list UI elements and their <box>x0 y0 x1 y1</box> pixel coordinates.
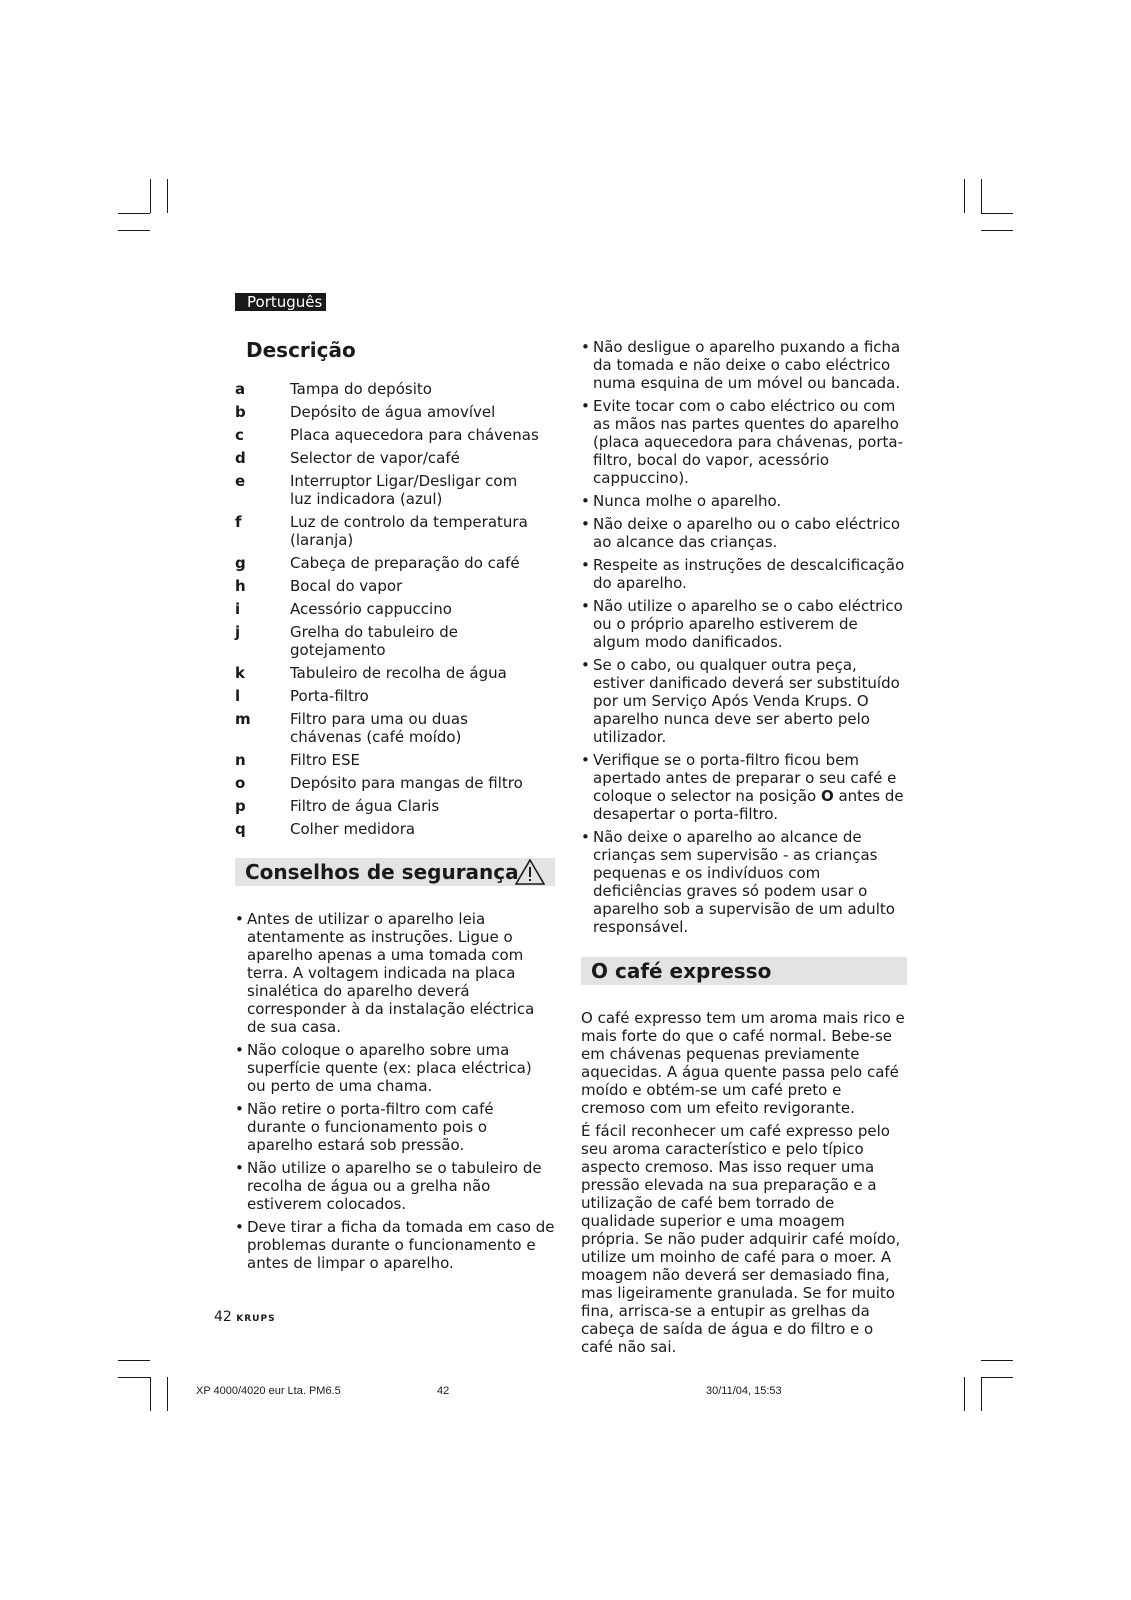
safety-bullet: • Antes de utilizar o aparelho leia atentamente as instruções. Ligue o aparelho apenas a uma tomada com terra. A voltagem indicada na placa sinalética do aparelho deverá corresponder à da instalação eléctrica de sua casa. <box>235 910 555 1036</box>
legend-item <box>235 426 555 444</box>
legend-item <box>235 472 555 508</box>
legend-key: g <box>235 554 246 572</box>
legend-key: b <box>235 403 246 421</box>
crop-mark <box>964 1377 965 1411</box>
espresso-paragraph: O café expresso tem um aroma mais rico e mais forte do que o café normal. Bebe-se em chávenas pequenas previamente aquecidas. A água quente passa pelo café moído e obtém-se um café preto e cremoso com um efeito revigorante. <box>581 1009 905 1117</box>
legend-item <box>235 380 555 398</box>
safety-bullet: • Não utilize o aparelho se o tabuleiro de recolha de água ou a grelha não estiverem colocados. <box>235 1159 555 1213</box>
safety-list <box>235 910 555 1272</box>
legend-text: Cabeça de preparação do café <box>290 554 520 572</box>
crop-mark <box>150 1377 151 1411</box>
legend-item <box>235 774 555 792</box>
espresso-paragraph: É fácil reconhecer um café expresso pelo seu aroma característico e pelo típico aspecto cremoso. Mas isso requer uma pressão elevada na sua preparação e a utilização de café bem torrado de qualidade superior e uma moagem própria. Se não puder adquirir café moído, utilize um moinho de café para o moer. A moagem não deverá ser demasiado fina, mas ligeiramente granulada. Se for muito fina, arrisca-se a entupir as grelhas da cabeça de saída de água e do filtro e o café não sai. <box>581 1122 901 1356</box>
language-tab: Português <box>235 293 326 311</box>
description-title: Descrição <box>246 338 356 362</box>
espresso-text <box>581 1009 907 1356</box>
legend-item <box>235 751 555 769</box>
legend-item <box>235 577 555 595</box>
page-footer <box>214 1309 276 1325</box>
crop-mark <box>150 179 151 213</box>
safety-bullet: • Se o cabo, ou qualquer outra peça, estiver danificado deverá ser substituído por um Serviço Após Venda Krups. O aparelho nunca deve ser aberto pelo utilizador. <box>581 656 907 746</box>
legend-item <box>235 600 555 618</box>
legend-text: Bocal do vapor <box>290 577 403 595</box>
legend-item <box>235 623 555 659</box>
legend-key: e <box>235 472 246 490</box>
crop-mark <box>981 179 982 213</box>
safety-list-continued <box>581 338 907 936</box>
legend-text: Tampa do depósito <box>290 380 432 398</box>
legend-item <box>235 664 555 682</box>
slug-file: XP 4000/4020 eur Lta. PM6.5 <box>196 1385 341 1397</box>
legend-text: Placa aquecedora para chávenas <box>290 426 539 444</box>
legend-item <box>235 797 555 815</box>
crop-mark <box>118 230 150 231</box>
legend-text: Filtro para uma ou duas chávenas (café moído) <box>290 710 468 746</box>
espresso-title: O café expresso <box>581 957 907 985</box>
safety-bullet: • Deve tirar a ficha da tomada em caso de problemas durante o funcionamento e antes de limpar o aparelho. <box>235 1218 555 1272</box>
espresso-section <box>581 957 907 1356</box>
crop-mark <box>981 1377 982 1411</box>
safety-bullet: • Nunca molhe o aparelho. <box>581 492 907 510</box>
crop-mark <box>981 230 1013 231</box>
slug-page: 42 <box>437 1385 450 1397</box>
crop-mark <box>167 1377 168 1411</box>
legend-item <box>235 449 555 467</box>
legend-item <box>235 403 555 421</box>
legend-text: Filtro ESE <box>290 751 361 769</box>
crop-mark <box>167 179 168 213</box>
slug-date: 30/11/04, 15:53 <box>706 1385 782 1397</box>
legend-text: Selector de vapor/café <box>290 449 460 467</box>
right-column <box>581 338 907 1361</box>
parts-legend <box>235 380 555 838</box>
left-column <box>235 338 555 1277</box>
safety-bullet: • Respeite as instruções de descalcificação do aparelho. <box>581 556 907 592</box>
safety-bullet: • Não deixe o aparelho ou o cabo eléctrico ao alcance das crianças. <box>581 515 907 551</box>
safety-bullet: • Não coloque o aparelho sobre uma superfície quente (ex: placa eléctrica) ou perto de uma chama. <box>235 1041 555 1095</box>
legend-key: a <box>235 380 246 398</box>
legend-text: Porta-filtro <box>290 687 369 705</box>
legend-key: n <box>235 751 246 769</box>
legend-key: d <box>235 449 246 467</box>
brand-logo: KRUPS <box>236 1314 276 1324</box>
crop-mark <box>118 213 150 214</box>
safety-title-bar <box>235 858 555 886</box>
safety-bullet: • Não utilize o aparelho se o cabo eléctrico ou o próprio aparelho estiverem de algum modo danificados. <box>581 597 907 651</box>
legend-key: m <box>235 710 251 728</box>
safety-bullet: • Não desligue o aparelho puxando a ficha da tomada e não deixe o cabo eléctrico numa esquina de um móvel ou bancada. <box>581 338 907 392</box>
selector-position: O <box>820 787 834 805</box>
legend-key: j <box>235 623 241 641</box>
legend-key: l <box>235 687 241 705</box>
warning-triangle-icon <box>515 859 545 885</box>
legend-key: h <box>235 577 246 595</box>
legend-item <box>235 687 555 705</box>
legend-text: Grelha do tabuleiro de gotejamento <box>290 623 458 659</box>
crop-mark <box>981 213 1013 214</box>
legend-key: k <box>235 664 245 682</box>
legend-key: i <box>235 600 241 618</box>
crop-mark <box>964 179 965 213</box>
safety-title: Conselhos de segurança <box>245 860 519 884</box>
safety-bullet: • Evite tocar com o cabo eléctrico ou com as mãos nas partes quentes do aparelho (placa aquecedora para chávenas, porta-filtro, bocal do vapor, acessório cappuccino). <box>581 397 907 487</box>
crop-mark <box>981 1377 1013 1378</box>
legend-item <box>235 710 555 746</box>
legend-text: Interruptor Ligar/Desligar com luz indicadora (azul) <box>290 472 518 508</box>
legend-text: Depósito de água amovível <box>290 403 496 421</box>
legend-text: Colher medidora <box>290 820 416 838</box>
crop-mark <box>981 1360 1013 1361</box>
legend-key: o <box>235 774 246 792</box>
legend-text: Acessório cappuccino <box>290 600 452 618</box>
legend-key: c <box>235 426 244 444</box>
legend-text: Tabuleiro de recolha de água <box>290 664 507 682</box>
legend-key: p <box>235 797 246 815</box>
legend-item <box>235 820 555 838</box>
legend-item <box>235 513 555 549</box>
legend-text: Luz de controlo da temperatura (laranja) <box>290 513 528 549</box>
crop-mark <box>118 1360 150 1361</box>
legend-key: q <box>235 820 246 838</box>
safety-section <box>235 858 555 1272</box>
legend-item <box>235 554 555 572</box>
safety-bullet: • Não retire o porta-filtro com café durante o funcionamento pois o aparelho estará sob pressão. <box>235 1100 555 1154</box>
safety-bullet: • Não deixe o aparelho ao alcance de crianças sem supervisão - as crianças pequenas e os indivíduos com deficiências graves só podem usar o aparelho sob a supervisão de um adulto responsável. <box>581 828 907 936</box>
page-number: 42 <box>214 1309 232 1325</box>
legend-text: Depósito para mangas de filtro <box>290 774 523 792</box>
legend-key: f <box>235 513 242 531</box>
legend-text: Filtro de água Claris <box>290 797 440 815</box>
crop-mark <box>118 1377 150 1378</box>
safety-bullet: • Verifique se o porta-filtro ficou bem apertado antes de preparar o seu café e coloque o selector na posição O antes de desapertar o porta-filtro. <box>581 751 907 823</box>
